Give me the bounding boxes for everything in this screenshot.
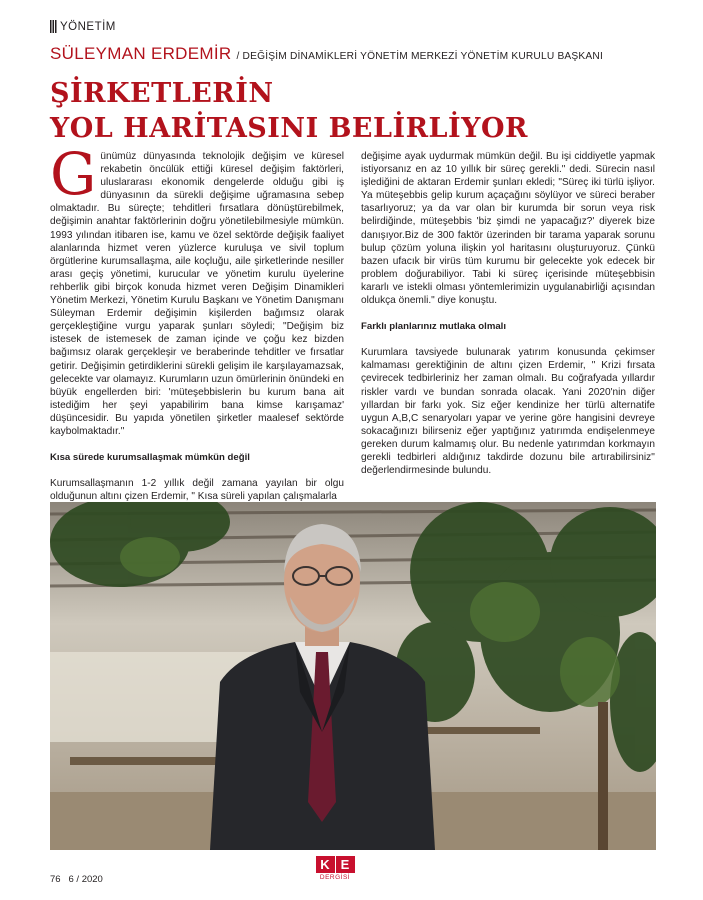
logo-letter-k: K (316, 856, 335, 873)
issue-date: 6 / 2020 (68, 874, 103, 885)
paragraph-2-continued: değişime ayak uydurmak mümkün değil. Bu işi ciddiyetle yapmak istiyorsanız en az 10 yıllık bir süreç gerekli." dedi. Sürecin nasıl işlediğini de aktaran Erdemir şunları ekledi; "Süreç iki türlü işliyor. Ya müteşebbis gelip kurum açaçağını söylüyor ve süreci beraber tasarlıyoruz; ya da var olan bir kurumda bir sorun veya risk belirdiğinde, müteşebbis 'biz şimdi ne yapacağız?' diyerek bize danışıyor.Biz de 300 faktör üzerinden bir tarama yaparak sorunu bulup çözüm yoluna ilişkin yol haritasını oluşturuyoruz. Çünkü bazen ufacık bir virüs tüm kurumu bir gelecekte yok edecek bir problem doğurabiliyor. Tabi ki süreç içerisinde müteşebbisin kararlı ve istekli olması yöntemlerimizin uygulanabirliği açısından oldukça önemli." diye konuştu. (361, 151, 655, 307)
paragraph-3: Kurumlara tavsiyede bulunarak yatırım konusunda çekimser kalmaması gerektiğinin de altını çizen Erdemir, " Krizi fırsata çevirecek tedbirleriniz her zaman olmalı. Bu coğrafyada yıllardır riskler vardı ve bundan sonrada olacak. Yani 2020'nin diğer yıllardan bir farkı yok. Siz eğer kendinize her türlü alternatife uygun A,B,C senaryoları yapar ve yerine göre hangisini devreye sokacağınızı bilirseniz eğer yaptığınız yatırımda endişelenmeye gereken durum kalmamış olur. Bu nedenle yatırımdan korkmayın gerekli tedbirleri aldığınız takdirde dozunu bile artırabilirsiniz'' değerlendirmesinde bulundu. (361, 347, 655, 477)
portrait-illustration (50, 502, 656, 850)
subheading-1: Kısa sürede kurumsallaşmak mümkün değil (50, 452, 250, 464)
headline-line-2: YOL HARİTASINI BELİRLİYOR (50, 113, 528, 144)
logo-letter-e: E (336, 856, 355, 873)
paragraph-intro (50, 140, 344, 438)
logo-subtitle: DERGİSİ (319, 874, 351, 881)
portrait-photo (50, 502, 656, 850)
headline-line-1: ŞİRKETLERİN (50, 78, 274, 109)
paragraph-2: Kurumsallaşmanın 1-2 yıllık değil zamana yayılan bir olgu olduğunun altını çizen Erdemir, " Kısa süreli yapılan çalışmalarla (50, 478, 344, 503)
dropcap: G (50, 140, 97, 208)
article-column-right (361, 150, 655, 490)
section-label: YÖNETİM (60, 20, 116, 33)
paragraph-intro-text: ünümüz dünyasında teknolojik değişim ve küresel rekabetin öncülük ettiği küresel değişim faktörleri, uluslararası ekonomik dengelerde olduğu gibi iş dünyasının da sürekli değişime uğramasına sebep olmaktadır. Bu süreçte; tehditleri fırsatlara dönüştürebilmek, değişimin anahtar faktörlerinin doğru yönetilebilmesiyle mümkün. 1993 yılından itibaren ise, kamu ve özel sektörde değişik faaliyet alanlarında hizmet veren yüzlerce kuruluşa ve sivil toplum örgütlerine kurumsallaşma, aile koçluğu, aile şirketlerinde nesiller arası geçiş yönetimi, kurucular ve yönetim kurulu üyelerine rehberlik gibi birçok konuda hizmet veren Değişim Dinamikleri Yönetim Merkezi, Yönetim Kurulu Başkanı ve Yönetim Danışmanı Süleyman Erdemir değişimin kişilerden bağımsız olarak gerçekleştiğine vurgu yaparak şunları söyledi; "Değişim biz istesek de istemesek de zaman içinde ve çoğu kez bizden bağımsız olarak gerçekleşir ve beraberinde tehditler ve fırsatlar getirir. Değişimin getirdiklerini sürekli gelişim ile karşılayamazsak, gelecekte var olamayız. Kurumların uzun ömürlerinin önündeki en büyük engellerden biri: 'müteşebbislerin bu kurum bana ait istediğim her şeyi yapabilirim bana kimse karışamaz' düşüncesidir. Bu yapıda yönetilen şirketler maalesef sektörde kaybolmaktadır." (50, 151, 344, 437)
author-role: / DEĞİŞİM DİNAMİKLERİ YÖNETİM MERKEZİ YÖNETİM KURULU BAŞKANI (236, 51, 604, 62)
page-number: 76 (50, 874, 61, 885)
page-footer (50, 874, 103, 885)
logo-mark (315, 856, 355, 873)
magazine-logo (315, 856, 355, 881)
subheading-2: Farklı planlarınız mutlaka olmalı (361, 321, 507, 333)
article-column-left (50, 140, 344, 503)
byline (50, 44, 603, 64)
section-bars-icon (50, 20, 57, 33)
author-name: SÜLEYMAN ERDEMİR (50, 44, 232, 63)
headline (50, 76, 528, 146)
section-tag (50, 20, 116, 33)
